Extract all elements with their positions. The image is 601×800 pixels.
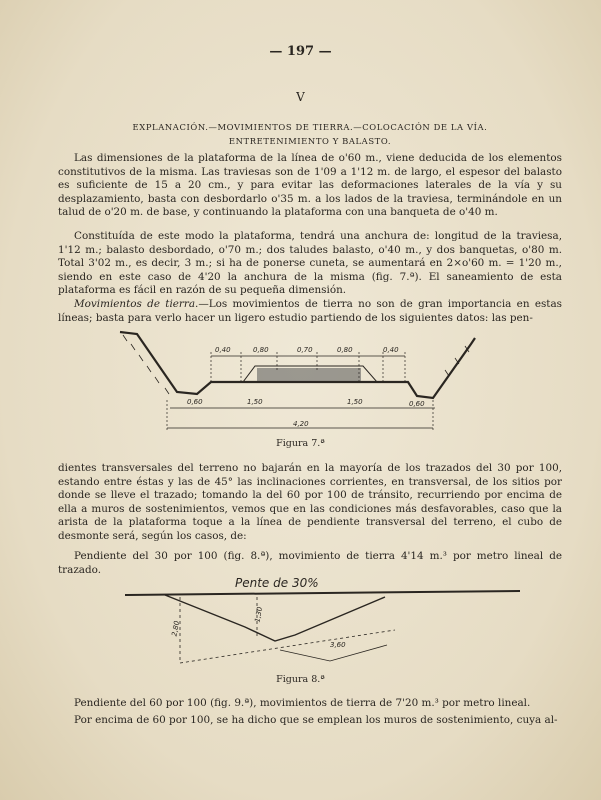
paragraph-earthworks-text: —Los movimientos de tierra no son de gran importancia en estas líneas; basta para verlo hacer un ligero estudio partiendo de los siguientes datos: las pen- — [58, 298, 563, 324]
section-heading-line1: EXPLANACIÓN.—MOVIMIENTOS DE TIERRA.—COLOCACIÓN DE LA VÍA. — [132, 122, 488, 132]
fig7-label-9: 0,60 — [409, 400, 425, 408]
fig7-label-5: 0,40 — [383, 346, 399, 354]
fig8-title: Pente de 30% — [235, 576, 319, 590]
fig7-label-3: 0,70 — [297, 346, 313, 354]
fig7-label-10: 4,20 — [293, 420, 309, 428]
fig7-label-4: 0,80 — [337, 346, 353, 354]
paragraph-slope-60: Pendiente del 60 por 100 (fig. 9.ª), movimientos de tierra de 7'20 m.³ por metro lineal. — [74, 697, 531, 709]
fig8-label-2: 1,30 — [253, 606, 265, 623]
fig7-label-7: 1,50 — [247, 398, 263, 406]
fig8-label-3: 3,60 — [330, 641, 346, 649]
figure-7-caption: Figura 7.ª — [276, 438, 325, 449]
fig7-label-1: 0,40 — [215, 346, 231, 354]
figure-8-caption: Figura 8.ª — [276, 674, 325, 685]
fig7-label-8: 1,50 — [347, 398, 363, 406]
page-number: — 197 — — [269, 44, 332, 59]
figure-8-diagram — [125, 575, 525, 675]
paragraph-slope-30: Pendiente del 30 por 100 (fig. 8.ª), movimiento de tierra 4'14 m.³ por metro lineal de trazado. — [58, 550, 562, 576]
fig7-label-2: 0,80 — [253, 346, 269, 354]
ballast-texture — [257, 368, 361, 381]
paragraph-platform-width: Constituída de este modo la plataforma, tendrá una anchura de: longitud de la traviesa, 1'12 m.; balasto desbordado, o'70 m.; dos taludes balasto, o'40 m., y dos banquetas, o'80 m. Total 3'02 m., es decir, 3 m.; si ha de ponerse cuneta, se aumentará en 2×o'60 m. = 1'20 m., siendo en este caso de 4'20 la anchura de la misma (fig. 7.ª). El saneamiento de esta plataforma es fácil en razón de su pequeña dimensión. — [58, 230, 562, 297]
figure-7-diagram — [115, 330, 485, 435]
italic-subheading: Movimientos de tierra. — [74, 298, 199, 310]
section-heading-line2: ENTRETENIMIENTO Y BALASTO. — [228, 136, 392, 146]
paragraph-slopes: dientes transversales del terreno no bajarán en la mayoría de los trazados del 30 por 100, estando entre éstas y las de 45° las inclinaciones corrientes, en transversal, de los sitios por donde se lleve el trazado; tomando la del 60 por 100 de tránsito, recurriendo por encima de ella a muros de sostenimientos, vemos que en las condiciones más desfavorables, caso que la arista de la plataforma toque a la línea de pendiente transversal del terreno, el cubo de desmonte será, según los casos, de: — [58, 462, 562, 542]
paragraph-earthworks — [58, 298, 562, 325]
chapter-number: V — [296, 90, 305, 104]
fig7-label-6: 0,60 — [187, 398, 203, 406]
paragraph-platform-dimensions: Las dimensiones de la plataforma de la línea de o'60 m., viene deducida de los elementos constitutivos de la misma. Las traviesas son de 1'09 a 1'12 m. de largo, el espesor del balasto es suficiente de 15 a 20 cm., y para evitar las deformaciones laterales de la vía y su desplazamiento, basta con desbordarlo o'35 m. a los lados de la traviesa, terminándole en un talud de o'20 m. de base, y continuando la plataforma con una banqueta de o'40 m. — [58, 152, 562, 219]
fig8-label-1: 2,80 — [170, 620, 182, 637]
paragraph-retaining-walls: Por encima de 60 por 100, se ha dicho que se emplean los muros de sostenimiento, cuya al- — [74, 714, 558, 726]
